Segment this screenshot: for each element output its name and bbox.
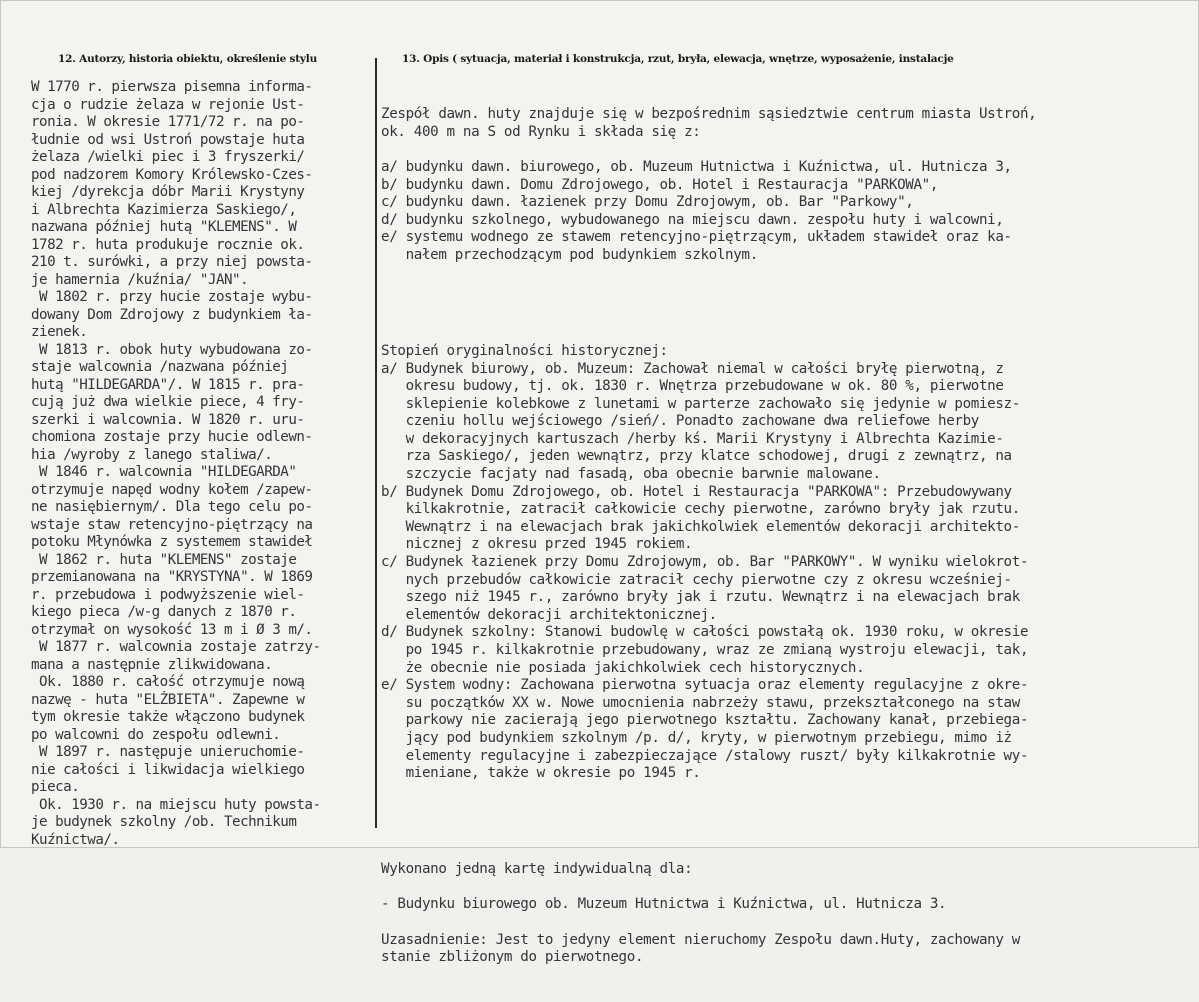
text-line: że obecnie nie posiada jakichkolwiek cech historycznych. xyxy=(381,659,865,676)
text-line: je budynek szkolny /ob. Technikum xyxy=(31,814,297,830)
text-line: d/ budynku szkolnego, wybudowanego na miejscu dawn. zespołu huty i walcowni, xyxy=(381,211,1004,228)
text-line: Kuźnictwa/. xyxy=(31,831,120,848)
text-line: b/ Budynek Domu Zdrojowego, ob. Hotel i Restauracja "PARKOWA": Przebudowywany xyxy=(381,483,1012,500)
description-block-conclusion xyxy=(381,861,1036,967)
text-line: a/ budynku dawn. biurowego, ob. Muzeum Hutnictwa i Kuźnictwa, ul. Hutnicza 3, xyxy=(381,158,1012,175)
text-line: Ok. 1880 r. całość otrzymuje nową xyxy=(31,674,305,690)
description-block-components xyxy=(381,106,1036,264)
text-line: nicznej z okresu przed 1945 rokiem. xyxy=(381,536,693,553)
text-line: otrzymuje napęd wodny kołem /zapew- xyxy=(31,481,313,498)
section-13-heading: 13. Opis ( sytuacja, materiał i konstrukcja, rzut, bryła, elewacja, wnętrze, wyposażenie, instalacje xyxy=(402,53,954,65)
text-line: W 1813 r. obok huty wybudowana zo- xyxy=(31,341,313,358)
text-line: mieniane, także w okresie po 1945 r. xyxy=(381,765,701,782)
text-line xyxy=(381,879,1036,897)
text-line: dowany Dom Zdrojowy z budynkiem ła- xyxy=(31,306,313,323)
text-line: Uzasadnienie: Jest to jedyny element nieruchomy Zespołu dawn.Huty, zachowany w xyxy=(381,931,1020,948)
text-line: elementy regulacyjne i zabezpieczające /stalowy ruszt/ były kilkakrotnie wy- xyxy=(381,747,1029,764)
text-line: łudnie od wsi Ustroń powstaje huta xyxy=(31,131,305,148)
text-line: czeniu hollu wejściowego /sień/. Ponadto zachowane dwa reliefowe herby xyxy=(381,413,979,430)
text-line: W 1846 r. walcownia "HILDEGARDA" xyxy=(31,464,297,480)
text-line: e/ systemu wodnego ze stawem retencyjno-piętrzącym, układem stawideł oraz ka- xyxy=(381,229,1012,246)
text-line: je hamernia /kuźnia/ "JAN". xyxy=(31,271,249,288)
text-line: ne nasiębiernym/. Dla tego celu po- xyxy=(31,499,313,515)
text-line: stanie zbliżonym do pierwotnego. xyxy=(381,949,644,966)
text-line: wstaje staw retencyjno-piętrzący na xyxy=(31,516,313,533)
text-line: parkowy nie zacierają jego pierwotnego kształtu. Zachowany kanał, przebiega- xyxy=(381,712,1029,729)
text-line: staje walcownia /nazwana później xyxy=(31,359,289,375)
text-line: W 1770 r. pierwsza pisemna informa- xyxy=(31,79,313,95)
text-line: w dekoracyjnych kartuszach /herby kś. Marii Krystyny i Albrechta Kazimie- xyxy=(381,430,1004,447)
description-block-originality xyxy=(381,343,1036,783)
text-line: po 1945 r. kilkakrotnie przebudowany, wraz ze zmianą wystroju elewacji, tak, xyxy=(381,642,1029,658)
text-line: rza Saskiego/, jeden wewnątrz, przy klatce schodowej, drugi z zewnątrz, na xyxy=(381,448,1012,465)
text-line: jący pod budynkiem szkolnym /p. d/, kryty, w pierwotnym przebiegu, mimo iż xyxy=(381,729,1012,746)
text-line: Zespół dawn. huty znajduje się w bezpośrednim sąsiedztwie centrum miasta Ustroń, xyxy=(381,106,1037,123)
text-line: nazwę - huta "ELŻBIETA". Zapewne w xyxy=(31,691,305,708)
text-line: a/ Budynek biurowy, ob. Muzeum: Zachował niemal w całości bryłę pierwotną, z xyxy=(381,360,1004,377)
section-12-heading: 12. Autorzy, historia obiektu, określenie stylu xyxy=(58,53,318,65)
text-line: 1782 r. huta produkuje rocznie ok. xyxy=(31,236,305,253)
text-line: potoku Młynówka z systemem stawideł xyxy=(31,534,313,550)
text-line: pieca. xyxy=(31,779,80,795)
text-line: nie całości i likwidacja wielkiego xyxy=(31,761,305,778)
text-line: d/ Budynek szkolny: Stanowi budowlę w całości powstałą ok. 1930 roku, w okresie xyxy=(381,624,1029,641)
text-line: hutą "HILDEGARDA"/. W 1815 r. pra- xyxy=(31,376,305,393)
text-line: chomiona zostaje przy hucie odlewn- xyxy=(31,429,313,445)
text-line: szego niż 1945 r., zarówno bryły jak i rzutu. Wewnątrz i na elewacjach brak xyxy=(381,589,1020,606)
text-line: zienek. xyxy=(31,324,88,340)
text-line: e/ System wodny: Zachowana pierwotna sytuacja oraz elementy regulacyjne z okre- xyxy=(381,677,1029,694)
text-line: szczycie facjaty nad fasadą, oba obecnie barwnie malowane. xyxy=(381,466,881,483)
text-line: przemianowana na "KRYSTYNA". W 1869 xyxy=(31,569,313,585)
text-line: W 1897 r. następuje unieruchomie- xyxy=(31,744,305,760)
text-line: kiego pieca /w-g danych z 1870 r. xyxy=(31,604,297,620)
text-line: W 1862 r. huta "KLEMENS" zostaje xyxy=(31,551,297,568)
text-line: pod nadzorem Komory Królewsko-Czes- xyxy=(31,166,313,183)
text-line: - Budynku biurowego ob. Muzeum Hutnictwa i Kuźnictwa, ul. Hutnicza 3. xyxy=(381,896,947,913)
text-line: otrzymał on wysokość 13 m i Ø 3 m/. xyxy=(31,621,313,638)
text-line: i Albrechta Kazimierza Saskiego/, xyxy=(31,201,297,218)
text-line: r. przebudowa i podwyższenie wiel- xyxy=(31,586,305,603)
text-line: nazwana później hutą "KLEMENS". W xyxy=(31,219,297,235)
text-line: żelaza /wielki piec i 3 fryszerki/ xyxy=(31,149,305,165)
text-line: Wewnątrz i na elewacjach brak jakichkolwiek elementów dekoracji architekto- xyxy=(381,518,1020,535)
text-line: c/ Budynek łazienek przy Domu Zdrojowym, ob. Bar "PARKOWY". W wyniku wielokrot- xyxy=(381,554,1029,571)
text-line xyxy=(381,141,1036,159)
text-line: 210 t. surówki, a przy niej powsta- xyxy=(31,254,313,270)
text-line: nałem przechodzącym pod budynkiem szkolnym. xyxy=(381,246,758,263)
text-line: kilkakrotnie, zatracił całkowicie cechy pierwotne, zarówno bryły jak rzutu. xyxy=(381,501,1020,518)
text-line: cują już dwa wielkie piece, 4 fry- xyxy=(31,394,305,410)
text-line: ronia. W okresie 1771/72 r. na po- xyxy=(31,114,305,130)
text-line: sklepienie kolebkowe z lunetami w parterze zachowało się jedynie w pomiesz- xyxy=(381,395,1020,412)
description-text xyxy=(381,71,1036,1002)
text-line: c/ budynku dawn. łazienek przy Domu Zdrojowym, ob. Bar "Parkowy", xyxy=(381,194,914,211)
text-line: elementów dekoracji architektonicznej. xyxy=(381,606,717,623)
text-line: ok. 400 m na S od Rynku i składa się z: xyxy=(381,123,701,140)
history-text xyxy=(31,79,321,849)
text-line: hia /wyroby z lanego staliwa/. xyxy=(31,446,273,463)
text-line xyxy=(381,914,1036,932)
text-line: cja o rudzie żelaza w rejonie Ust- xyxy=(31,96,305,113)
text-line: Stopień oryginalności historycznej: xyxy=(381,342,668,359)
column-divider xyxy=(375,58,377,828)
text-line: b/ budynku dawn. Domu Zdrojowego, ob. Hotel i Restauracja "PARKOWA", xyxy=(381,176,939,193)
text-line: mana a następnie zlikwidowana. xyxy=(31,656,273,673)
text-line: W 1877 r. walcownia zostaje zatrzy- xyxy=(31,639,321,655)
text-line: szerki i walcownia. W 1820 r. uru- xyxy=(31,411,305,428)
text-line: nych przebudów całkowicie zatracił cechy pierwotne czy z okresu wcześniej- xyxy=(381,571,1012,588)
text-line: su początków XX w. Nowe umocnienia nabrzeży stawu, przekształconego na staw xyxy=(381,694,1020,711)
text-line: Ok. 1930 r. na miejscu huty powsta- xyxy=(31,796,321,813)
text-line: okresu budowy, tj. ok. 1830 r. Wnętrza przebudowane w ok. 80 %, pierwotne xyxy=(381,378,1004,395)
text-line: Wykonano jedną kartę indywidualną dla: xyxy=(381,861,693,878)
text-line: po walcowni do zespołu odlewni. xyxy=(31,726,281,743)
text-line: tym okresie także włączono budynek xyxy=(31,709,305,725)
text-line: kiej /dyrekcja dóbr Marii Krystyny xyxy=(31,184,305,200)
text-line: W 1802 r. przy hucie zostaje wybu- xyxy=(31,289,313,305)
